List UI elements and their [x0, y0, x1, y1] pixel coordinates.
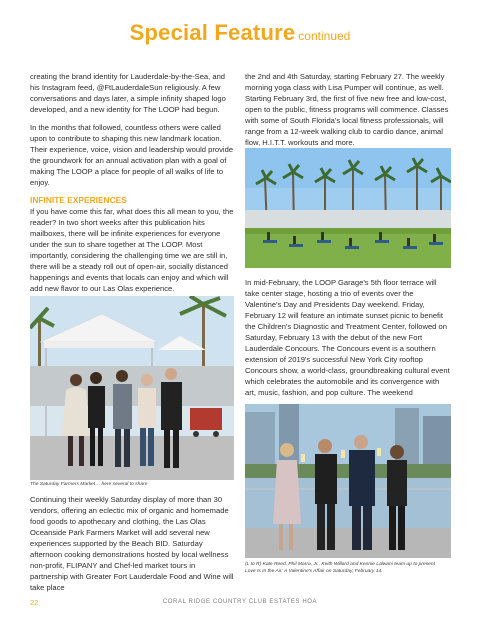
right-paragraph-2: In mid-February, the LOOP Garage's 5th floor terrace will take center stage, hosting a trio of events over the Valentine's Day and Presidents Day weekend. Friday, February 12 will feature an intimate sunset picnic to benefit the Children's Diagnostic and Treatment Center, followed on Saturday, February 13 with the debut of the new Fort Lauderdale Concours. The Concours event is a southern extension of 2019's successful New York City rooftop Concours show, a world-class, groundbreaking cultural event which celebrates the automobile and its convergence with art, music, fashion, and pop culture. The weekend: [245, 278, 450, 397]
right-column-middle: [245, 277, 451, 405]
yoga-park-photo: [245, 148, 451, 268]
yoga-park-image: [245, 148, 451, 268]
section-title: Special Feature: [129, 20, 296, 45]
rooftop-toast-photo: [245, 404, 451, 558]
left-paragraph-3: If you have come this far, what does this all mean to you, the reader? In two short weeks after this publication hits mailboxes, there will be infinite experiences for everyone under the sun to share together at The LOOP. Most importantly, considering the challenging time we are still in, there will be a steady roll out of open-air, socially distanced happenings and events that locals can enjoy and which will add new flavor to our Las Olas experience.: [30, 207, 234, 293]
farmers-market-image: [30, 296, 234, 480]
rooftop-toast-image: [245, 404, 451, 558]
farmers-market-caption: The Saturday Farmers Market… here several to share: [30, 482, 148, 487]
farmers-market-photo: [30, 296, 234, 480]
page-header: [0, 20, 480, 46]
page-number: 22: [30, 598, 39, 607]
left-paragraph-2: In the months that followed, countless others were called upon to contribute to shaping this new landmark location. Their experience, voice, vision and leadership would provide the groundwork for an annual activation plan with a goal of making The LOOP a place for people of all walks of life to enjoy.: [30, 123, 234, 187]
right-paragraph-1: the 2nd and 4th Saturday, starting February 27. The weekly morning yoga class with Lisa Pumper will continue, as well. Starting February 3rd, the first of five new free and low-cost, open to the public, fitness programs will commence. Classes with some of South Florida's local fitness professionals, will range from a 12-week walking club to cardio dance, animal flow, H.I.T.T. workouts and more.: [245, 72, 449, 147]
subheading-infinite-experiences: INFINITE EXPERIENCES: [30, 195, 127, 205]
page-footer: [0, 598, 480, 610]
left-paragraph-1: creating the brand identity for Lauderdale-by-the-Sea, and his Instagram feed, @FtLauderdaleSun religiously. A few conversations and days later, a simple infinity shaped logo developed, and a new identity for The LOOP had begun.: [30, 72, 226, 114]
section-title-continued: continued: [298, 29, 351, 43]
rooftop-caption-line-2: Love Is In the Air: A Valentine's Affair on Saturday, February 14.: [245, 568, 383, 574]
left-column-lower: [30, 494, 234, 600]
rooftop-caption-line-1: (L to R) Kate Reed, Phil Marra, Jr., Keith Willard and Kennie Lalwani team up to present: [245, 562, 435, 567]
right-column: [245, 71, 451, 155]
publication-name: CORAL RIDGE COUNTRY CLUB ESTATES HOA: [162, 599, 318, 605]
left-column: [30, 71, 234, 301]
rooftop-caption: [245, 562, 455, 575]
left-paragraph-4: Continuing their weekly Saturday display of more than 30 vendors, offering an eclectic mix of organic and homemade food goods to apothecary and clothing, the Las Olas Oceanside Park Farmers Market will add several new experiences supported by the Beach BID. Saturday afternoon cooking demonstrations hosted by local wellness non-profit, FLIPANY and Chef-led market tours in partnership with Greater Fort Lauderdale Food and Wine will take place: [30, 495, 234, 592]
